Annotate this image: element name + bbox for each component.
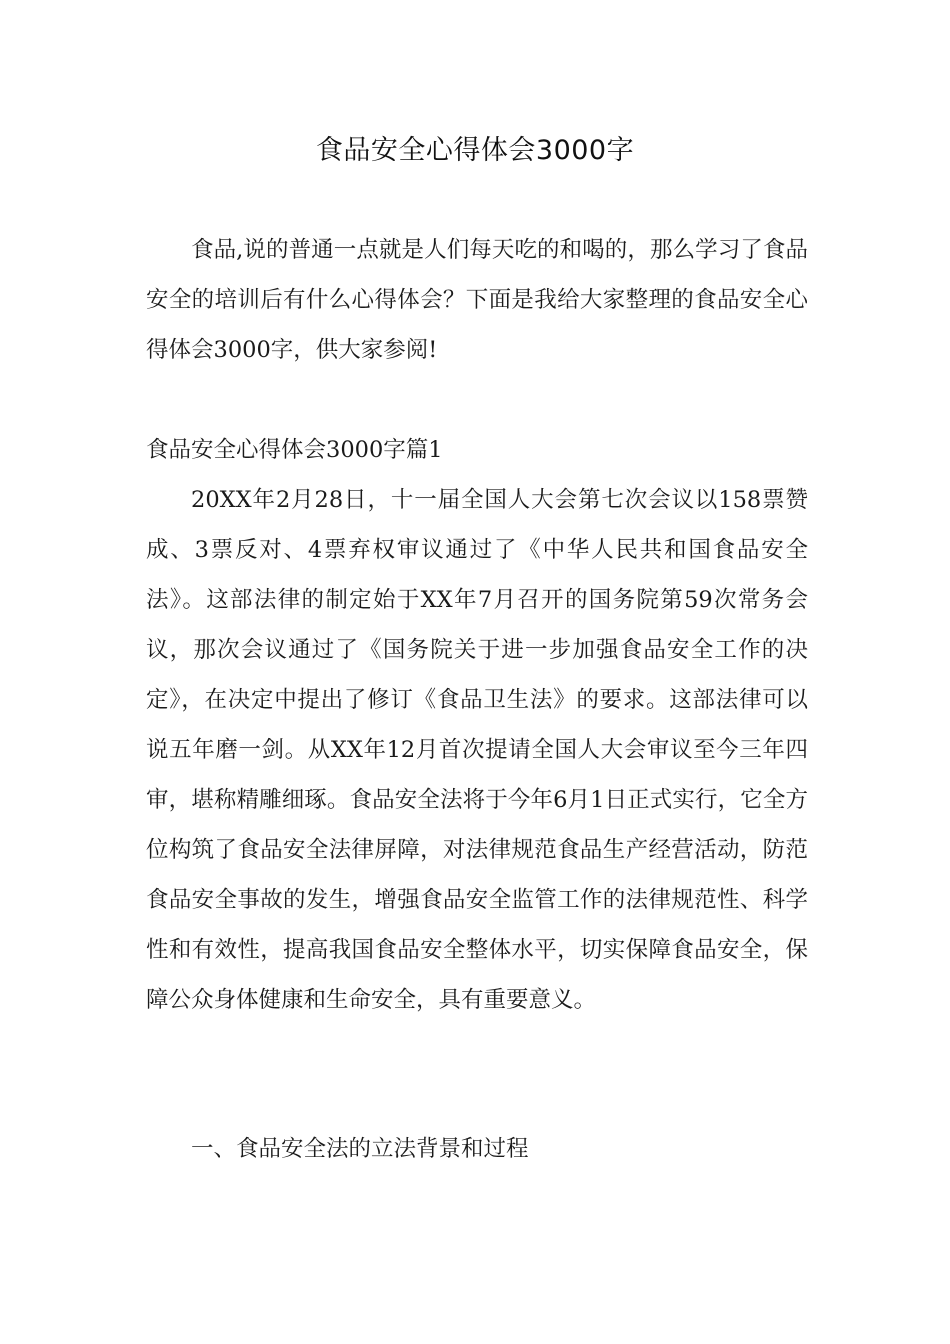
section-heading: 一、食品安全法的立法背景和过程 xyxy=(191,1136,529,1162)
intro-paragraph: 食品,说的普通一点就是人们每天吃的和喝的，那么学习了食品安全的培训后有什么心得体会？下面是我给大家整理的食品安全心得体会3000字，供大家参阅! xyxy=(146,237,808,363)
section-title: 食品安全心得体会3000字篇1 xyxy=(146,437,443,463)
body-paragraph: 20XX年2月28日，十一届全国人大会第七次会议以158票赞成、3票反对、4票弃权审议通过了《中华人民共和国食品安全法》。这部法律的制定始于XX年7月召开的国务院第59次常务会议，那次会议通过了《国务院关于进一步加强食品安全工作的决定》，在决定中提出了修订《食品卫生法》的要求。这部法律可以说五年磨一剑。从XX年12月首次提请全国人大会审议至今三年四审，堪称精雕细琢。食品安全法将于今年6月1日正式实行，它全方位构筑了食品安全法律屏障，对法律规范食品生产经营活动，防范食品安全事故的发生，增强食品安全监管工作的法律规范性、科学性和有效性，提高我国食品安全整体水平，切实保障食品安全，保障公众身体健康和生命安全，具有重要意义。 xyxy=(146,487,808,1013)
document-title: 食品安全心得体会3000字 xyxy=(315,135,635,166)
